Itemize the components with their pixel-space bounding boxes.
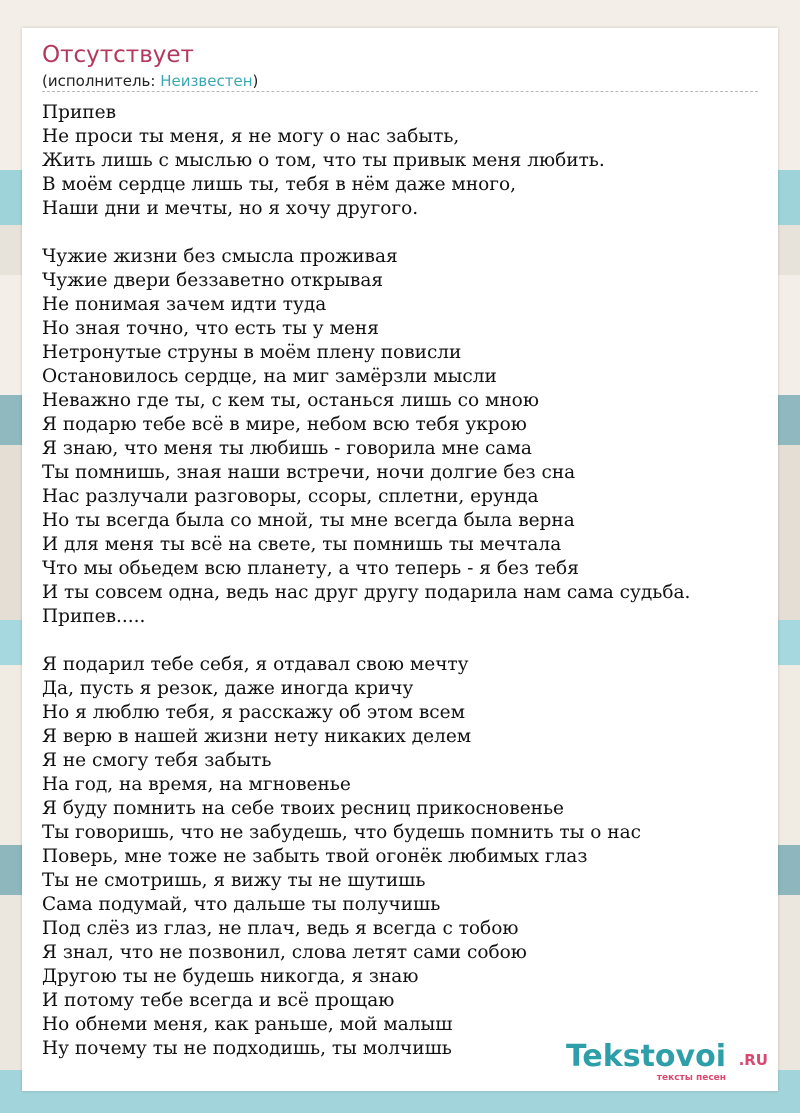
title-divider — [42, 91, 758, 92]
artist-line — [42, 72, 258, 90]
lyrics-text: Припев Не проси ты меня, я не могу о нас забыть, Жить лишь с мыслью о том, что ты привык меня любить. В моём сердце лишь ты, тебя в нём даже много, Наши дни и мечты, но я хочу другого. Чужие жизни без смысла проживая Чужие двери беззаветно открывая Не понимая зачем идти туда Но зная точно, что есть ты у меня Нетронутые струны в моём плену повисли Остановилось сердце, на миг замёрзли мысли Неважно где ты, с кем ты, останься лишь со мною Я подарю тебе всё в мире, небом всю тебя укрою Я знаю, что меня ты любишь - говорила мне сама Ты помнишь, зная наши встречи, ночи долгие без сна Нас разлучали разговоры, ссоры, сплетни, ерунда Но ты всегда была со мной, ты мне всегда была верна И для меня ты всё на свете, ты помнишь ты мечтала Что мы обьедем всю планету, а что теперь - я без тебя И ты совсем одна, ведь нас друг другу подарила нам сама судьба. Припев..... Я подарил тебе себя, я отдавал свою мечту Да, пусть я резок, даже иногда кричу Но я люблю тебя, я расскажу об этом всем Я верю в нашей жизни нету никаких делем Я не смогу тебя забыть На год, на время, на мгновенье Я буду помнить на себе твоих ресниц прикосновенье Ты говоришь, что не забудешь, что будешь помнить ты о нас Поверь, мне тоже не забыть твой огонёк любимых глаз Ты не смотришь, я вижу ты не шутишь Сама подумай, что дальше ты получишь Под слёз из глаз, не плач, ведь я всегда с тобою Я знал, что не позвонил, слова летят сами собою Другою ты не будешь никогда, я знаю И потому тебе всегда и всё прощаю Но обнеми меня, как раньше, мой малыш Ну почему ты не подходишь, ты молчишь — [42, 102, 691, 1059]
tekstovoi-logo[interactable] — [558, 1039, 768, 1083]
artist-prefix: (исполнитель: — [42, 72, 161, 90]
logo-tagline: тексты песен — [656, 1073, 726, 1083]
lyrics-card — [22, 28, 778, 1091]
song-title: Отсутствует — [42, 42, 194, 68]
logo-tld: .RU — [738, 1051, 768, 1069]
artist-suffix: ) — [252, 72, 259, 90]
artist-link[interactable]: Неизвестен — [160, 72, 253, 90]
logo-main-text: Tekstovoi — [565, 1039, 726, 1074]
